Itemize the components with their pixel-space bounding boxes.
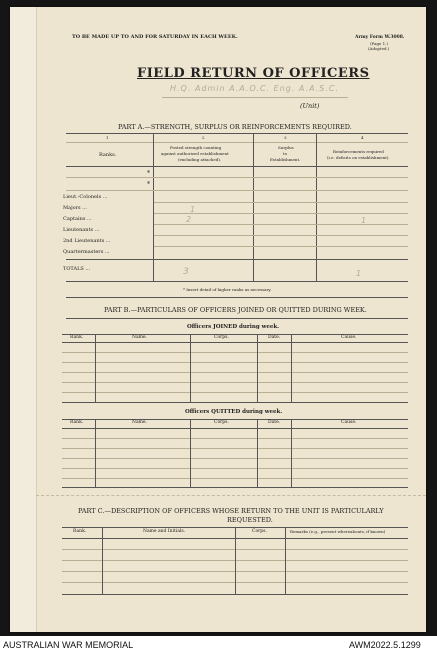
rank-majors: Majors ... xyxy=(63,205,87,211)
quitted-col-line xyxy=(190,419,191,487)
posted-header-1: Posted strength counting xyxy=(170,145,222,150)
hand-majors-count: 1 xyxy=(190,205,196,214)
hand-captains-reinf: 1 xyxy=(361,216,367,225)
col-num-4: 4 xyxy=(361,135,364,140)
row-rule xyxy=(62,392,408,393)
adopted-note: (Adopted.) xyxy=(368,46,390,51)
joined-col-date: Date. xyxy=(268,335,281,340)
posted-header-2: against authorized establishment xyxy=(161,151,229,156)
joined-col-line xyxy=(95,334,96,402)
quitted-col-line xyxy=(95,419,96,487)
surplus-header-3: Establishment. xyxy=(270,157,301,162)
part-c-bottom-rule xyxy=(62,594,408,595)
part-a-bottom-rule xyxy=(66,281,408,282)
quitted-col-cause: Cause. xyxy=(341,420,357,425)
col-num-3: 3 xyxy=(284,135,287,140)
part-a-top-rule xyxy=(66,133,408,134)
quitted-col-name: Name. xyxy=(132,420,147,425)
joined-col-corps: Corps. xyxy=(214,335,229,340)
part-c-col-corps: Corps. xyxy=(252,529,267,534)
ranks-header: Ranks. xyxy=(99,152,117,158)
joined-col-rank: Rank. xyxy=(70,335,84,340)
row-rule xyxy=(62,438,408,439)
part-c-col-line xyxy=(285,527,286,594)
unit-line xyxy=(162,97,348,98)
handwritten-unit: H.Q. Admin A.A.O.C. Eng. A.A.S.C. xyxy=(170,84,340,93)
row-rule xyxy=(62,458,408,459)
surplus-header-2: to xyxy=(283,151,288,156)
form-number: Army Form W.3008. xyxy=(355,35,405,40)
part-c-heading-1: PART C.—DESCRIPTION OF OFFICERS WHOSE RETURN TO THE UNIT IS PARTICULARLY xyxy=(78,507,384,515)
rank-quartermasters: Quartermasters ... xyxy=(63,249,110,255)
rank-lt-colonels: Lieut.-Colonels ... xyxy=(63,194,108,200)
joined-title: Officers JOINED during week. xyxy=(187,324,280,330)
perforation-line xyxy=(36,495,426,496)
part-b-top-rule xyxy=(66,318,408,319)
row-rule xyxy=(62,478,408,479)
totals-label: TOTALS ... xyxy=(63,266,91,272)
quitted-col-line xyxy=(257,419,258,487)
joined-col-line xyxy=(257,334,258,402)
reinf-header-2: (i.e. deficits on establishment). xyxy=(327,155,390,160)
col-num-2: 2 xyxy=(202,135,205,140)
part-c-col-line xyxy=(235,527,236,594)
quitted-header-top xyxy=(62,419,408,420)
row-rule xyxy=(62,468,408,469)
part-a-footnote: * Insert detail of higher ranks as necessary. xyxy=(183,287,272,292)
row-rule xyxy=(62,382,408,383)
surplus-header-1: Surplus xyxy=(278,145,294,150)
footer-accession: AWM2022.5.1299 xyxy=(349,640,421,650)
row-rule xyxy=(154,246,408,247)
hand-total-posted: 3 xyxy=(183,267,189,277)
joined-col-line xyxy=(291,334,292,402)
page-title: FIELD RETURN OF OFFICERS xyxy=(137,66,370,81)
joined-col-cause: Cause. xyxy=(341,335,357,340)
quitted-col-corps: Corps. xyxy=(214,420,229,425)
part-c-col-remarks: Remarks (e.g., present whereabouts, if known) xyxy=(290,529,386,534)
top-note: TO BE MADE UP TO AND FOR SATURDAY IN EACH WEEK. xyxy=(72,34,238,40)
part-a-heading: PART A.—STRENGTH, SURPLUS OR REINFORCEMENTS REQUIRED. xyxy=(118,123,352,131)
row-rule xyxy=(66,190,408,191)
footer-bar xyxy=(0,636,437,653)
row-rule xyxy=(154,235,408,236)
footer-credit: AUSTRALIAN WAR MEMORIAL xyxy=(3,640,134,650)
part-a-header-rule xyxy=(66,166,408,167)
row-rule xyxy=(154,202,408,203)
col-num-rule xyxy=(66,142,408,143)
quitted-col-date: Date. xyxy=(268,420,281,425)
quitted-col-line xyxy=(291,419,292,487)
quitted-header-bottom xyxy=(62,428,408,429)
row-rule xyxy=(62,352,408,353)
part-c-col-rank: Rank. xyxy=(73,529,87,534)
row-rule xyxy=(62,372,408,373)
part-c-col-name: Name and Initials. xyxy=(143,529,186,534)
joined-col-line xyxy=(190,334,191,402)
row-rule xyxy=(62,362,408,363)
rank-captains: Captains ... xyxy=(63,216,92,222)
row-rule xyxy=(66,177,408,178)
joined-col-name: Name. xyxy=(132,335,147,340)
quitted-title: Officers QUITTED during week. xyxy=(185,409,283,415)
rank-2nd-lieutenants: 2nd Lieutenants ... xyxy=(63,238,111,244)
posted-header-3: (excluding attached). xyxy=(178,157,222,162)
page-number: (Page 1.) xyxy=(370,41,389,46)
part-c-col-line xyxy=(102,527,103,594)
hand-total-reinf: 1 xyxy=(356,269,362,278)
part-a-end-rule xyxy=(66,297,408,298)
joined-header-bottom xyxy=(62,342,408,343)
quitted-bottom-rule xyxy=(62,487,408,488)
part-c-heading-2: REQUESTED. xyxy=(227,516,273,524)
reinf-header-1: Reinforcements required xyxy=(333,149,384,154)
hand-captains-count: 2 xyxy=(186,215,192,224)
col-num-1: 1 xyxy=(106,135,109,140)
quitted-col-rank: Rank. xyxy=(70,420,84,425)
totals-top-rule xyxy=(66,259,408,260)
rank-lieutenants: Lieutenants ... xyxy=(63,227,100,233)
row-rule xyxy=(154,224,408,225)
joined-header-top xyxy=(62,334,408,335)
unit-label: (Unit) xyxy=(300,102,320,110)
part-b-heading: PART B.—PARTICULARS OF OFFICERS JOINED OR QUITTED DURING WEEK. xyxy=(104,306,367,314)
row-rule xyxy=(62,448,408,449)
asterisk-row-2: * xyxy=(147,181,150,188)
joined-bottom-rule xyxy=(62,402,408,403)
binding-strip xyxy=(10,7,37,632)
asterisk-row-1: * xyxy=(147,170,150,177)
